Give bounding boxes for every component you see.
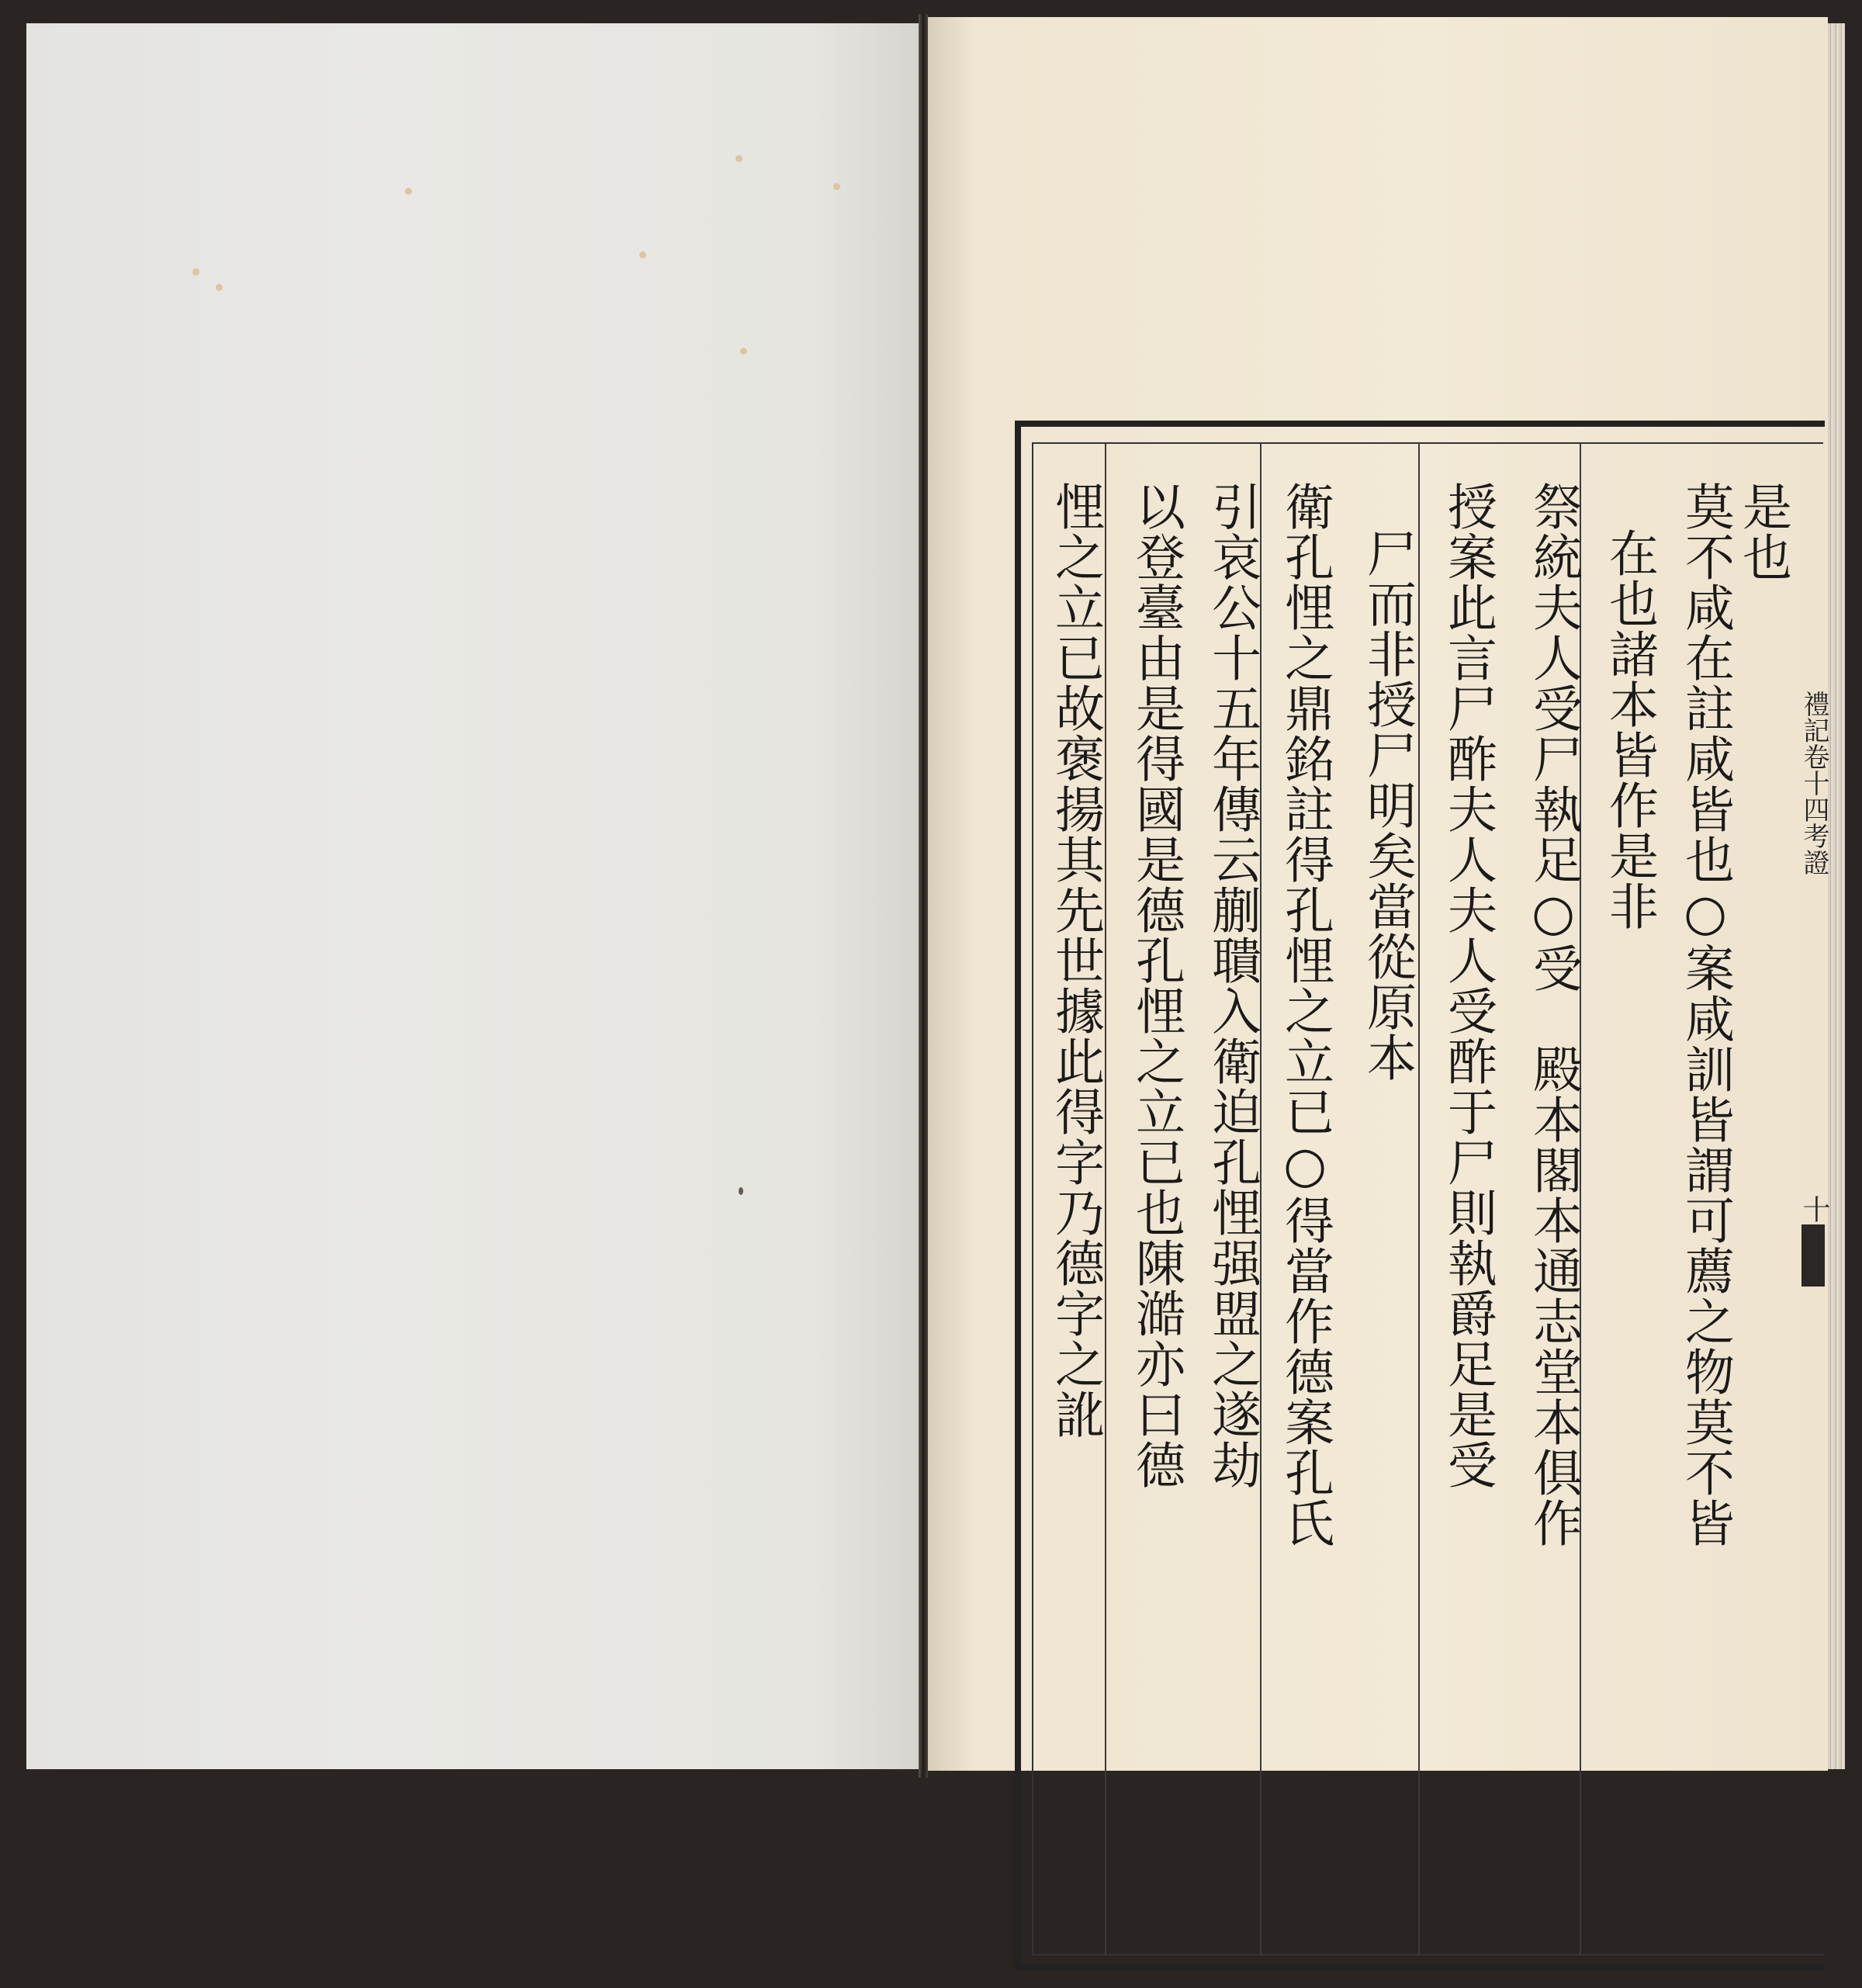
text-column-3: 在也諸本皆作是非 (1601, 528, 1658, 931)
foxing-spot (192, 268, 199, 275)
foxing-spot (740, 348, 747, 355)
blank-left-page (26, 23, 919, 1769)
text-column-5: 授案此言尸酢夫人夫人受酢于尸則執爵足是受 (1439, 481, 1497, 1490)
foxing-spot (739, 1187, 743, 1195)
text-column-10: 悝之立已故褒揚其先世據此得字乃德字之訛 (1047, 481, 1104, 1439)
text-column-9: 以登臺由是得國是德孔悝之立已也陳澔亦曰德 (1127, 481, 1185, 1490)
black-fishtail-mark (1801, 1224, 1825, 1287)
foxing-spot (833, 183, 840, 190)
text-column-8: 引哀公十五年傳云蒯聵入衛迫孔悝强盟之遂劫 (1203, 481, 1261, 1490)
text-column-2: 莫不咸在註咸皆也○案咸訓皆謂可薦之物莫不皆 (1677, 481, 1734, 1548)
foxing-spot (735, 155, 742, 162)
text-column-1: 是也 (1734, 481, 1791, 582)
page-edges (1828, 23, 1845, 1769)
text-column-6: 尸而非授尸明矣當從原本 (1358, 528, 1416, 1082)
foxing-spot (639, 251, 646, 258)
text-column-4: 祭統夫人受尸執足○受 殿本閣本通志堂本俱作 (1525, 481, 1582, 1548)
foxing-spot (405, 188, 412, 195)
margin-page-number: 十 (1798, 1195, 1830, 1223)
text-column-7: 衛孔悝之鼎銘註得孔悝之立已○得當作德案孔氏 (1276, 481, 1334, 1548)
foxing-spot (216, 284, 223, 291)
book-gutter (919, 14, 928, 1778)
margin-title: 禮記卷十四考證 (1798, 691, 1829, 875)
